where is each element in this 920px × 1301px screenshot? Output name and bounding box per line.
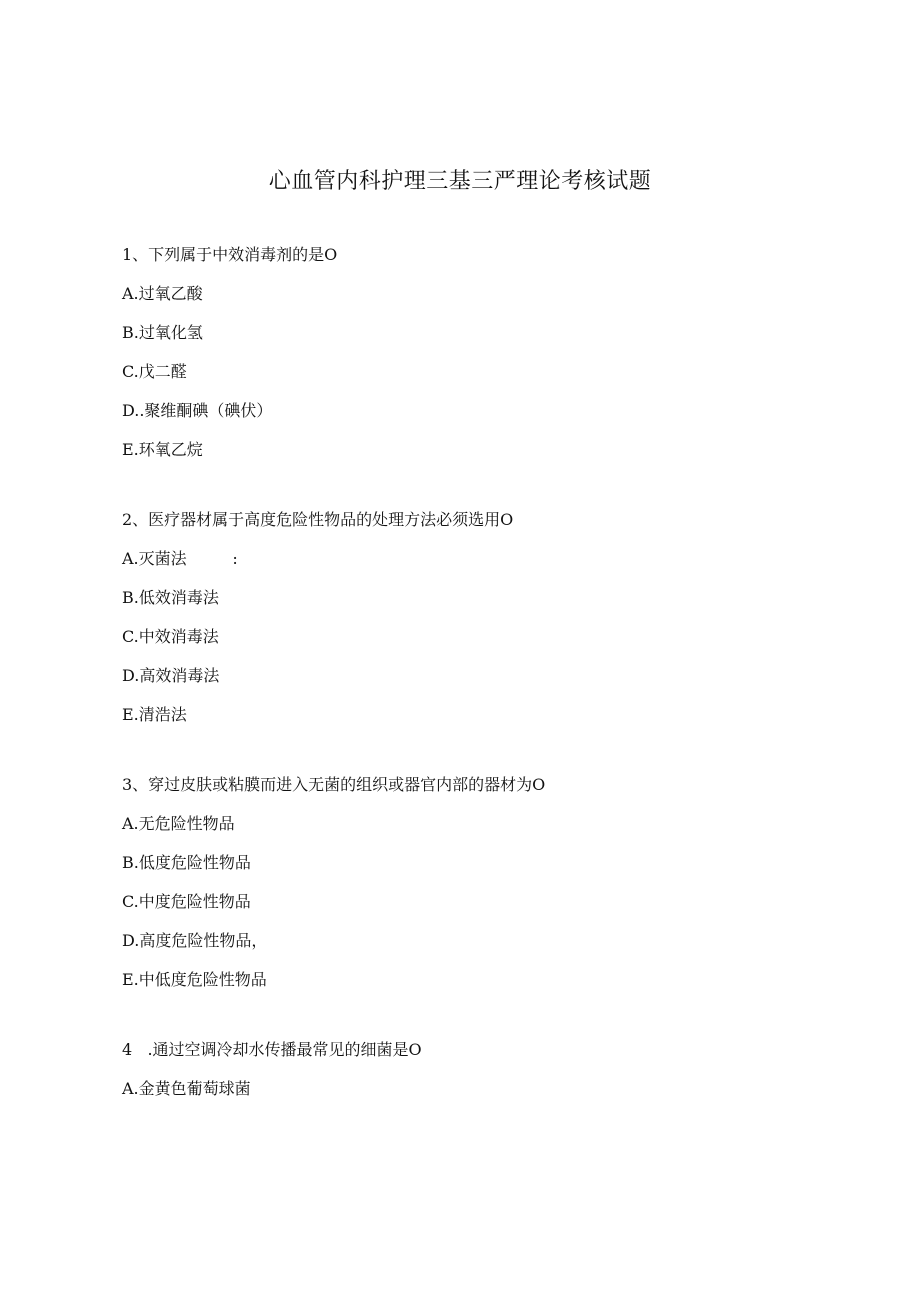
question-2-option-e: E.清浩法 bbox=[122, 705, 187, 724]
question-3-stem: 3、穿过皮肤或粘膜而进入无菌的组织或器官内部的器材为O bbox=[122, 775, 546, 794]
question-1-option-d: D..聚维酮碘（碘伏） bbox=[122, 401, 273, 420]
question-2-option-c: C.中效消毒法 bbox=[122, 627, 219, 646]
question-1-option-c: C.戊二醛 bbox=[122, 362, 187, 381]
question-1-option-a: A.过氧乙酸 bbox=[122, 284, 203, 303]
question-3-option-d: D.高度危险性物品， bbox=[122, 931, 268, 950]
question-3-option-e: E.中低度危险性物品 bbox=[122, 970, 267, 989]
question-2-option-b: B.低效消毒法 bbox=[122, 588, 219, 607]
question-1-stem: 1、下列属于中效消毒剂的是O bbox=[122, 245, 338, 264]
question-4-stem: 4 .通过空调冷却水传播最常见的细菌是O bbox=[122, 1040, 422, 1059]
question-3-option-b: B.低度危险性物品 bbox=[122, 853, 251, 872]
question-1-option-e: E.环氧乙烷 bbox=[122, 440, 203, 459]
question-2-option-d: D.高效消毒法 bbox=[122, 666, 220, 685]
question-2-stem: 2、医疗器材属于高度危险性物品的处理方法必须选用O bbox=[122, 510, 514, 529]
question-2-option-a: A.灭菌法 : bbox=[122, 549, 238, 568]
question-1-option-b: B.过氧化氢 bbox=[122, 323, 203, 342]
question-3-option-c: C.中度危险性物品 bbox=[122, 892, 251, 911]
question-4-option-a: A.金黄色葡萄球菌 bbox=[122, 1079, 251, 1098]
page-title: 心血管内科护理三基三严理论考核试题 bbox=[268, 169, 652, 194]
question-3-option-a: A.无危险性物品 bbox=[122, 814, 235, 833]
